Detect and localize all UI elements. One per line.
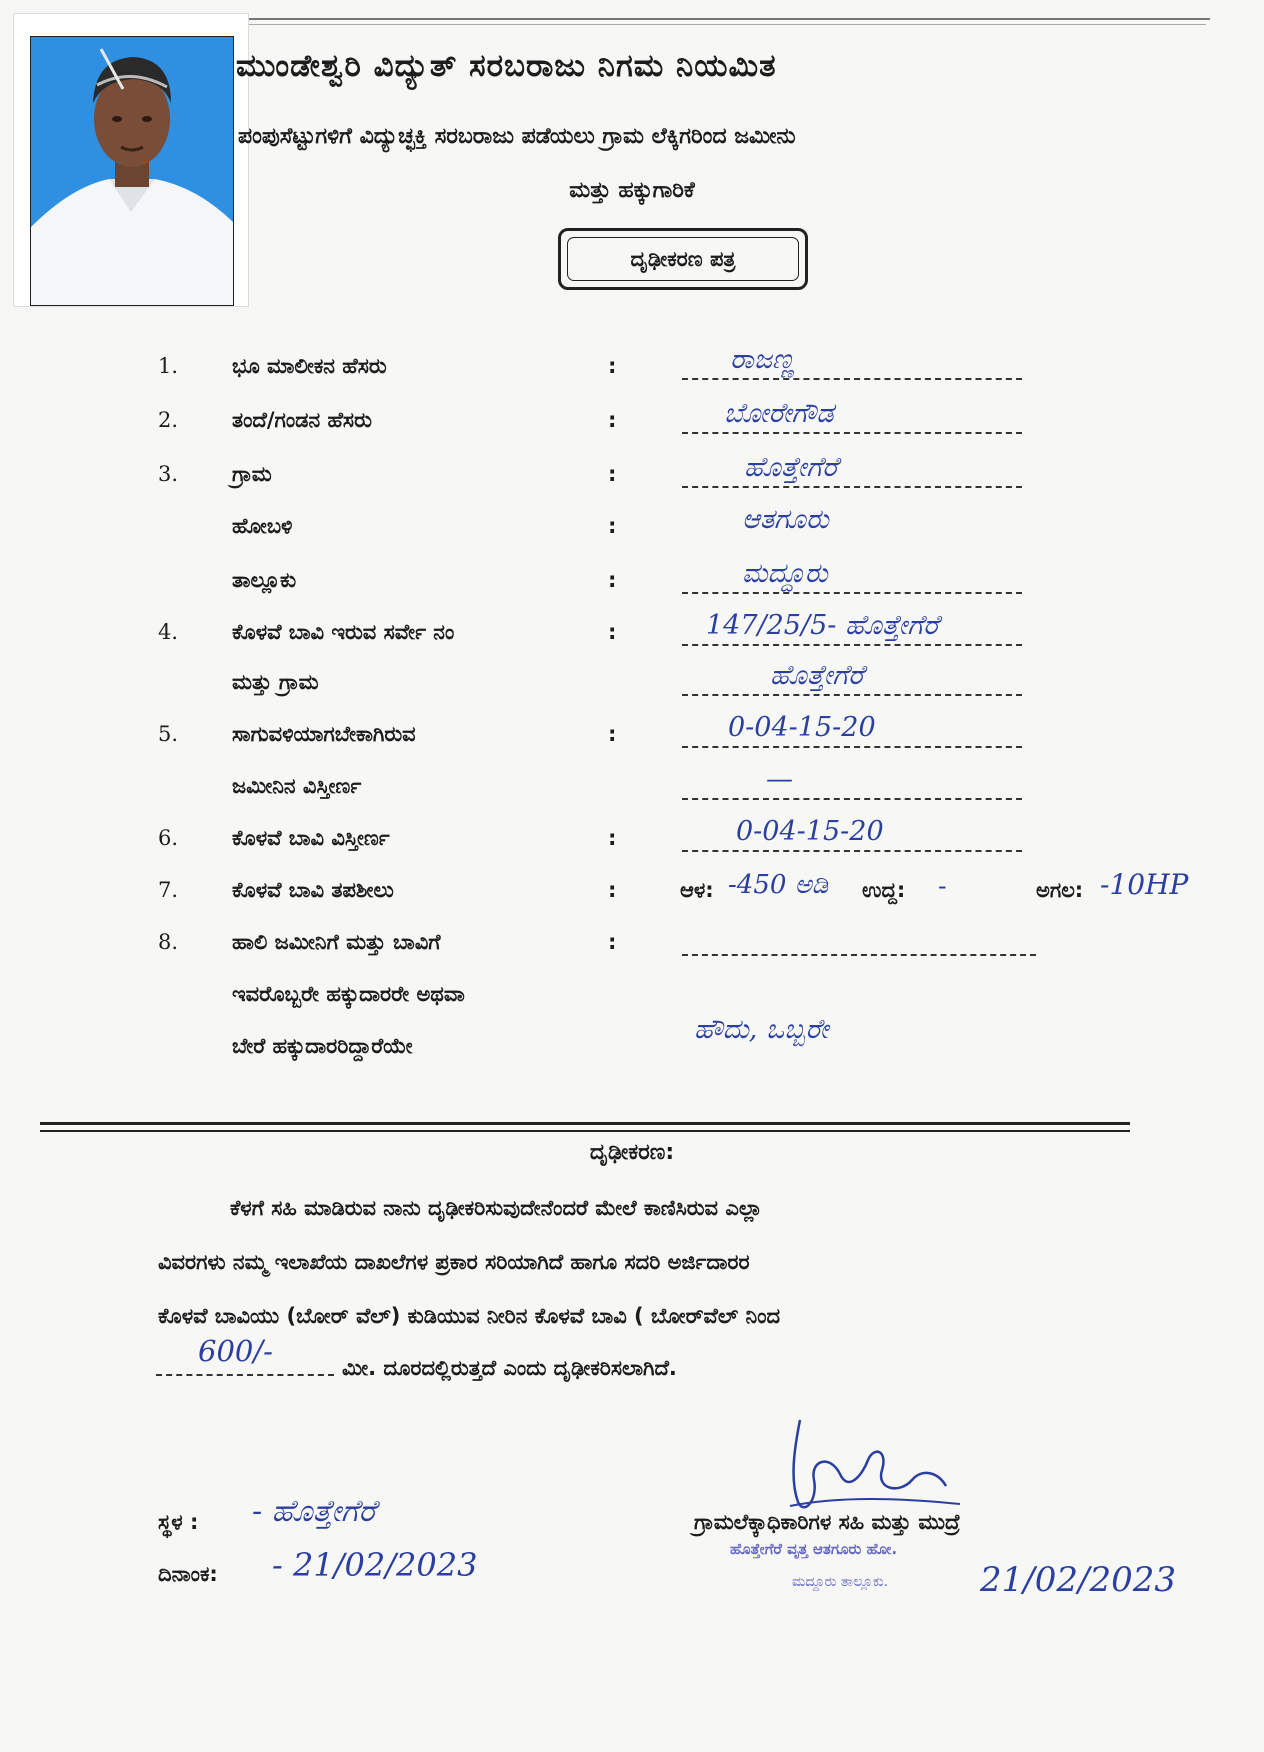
subtitle-line-2: ಮತ್ತು ಹಕ್ಕುಗಾರಿಕೆ [569, 178, 695, 203]
field-value: 0-04-15-20 [736, 816, 884, 847]
field-number: 5. [158, 722, 179, 746]
field-number: 2. [158, 408, 179, 432]
field-colon: : [608, 722, 617, 746]
depth-label: ಆಳ: [680, 878, 714, 902]
field-value: ಹೊತ್ತೇಗೆರೆ [744, 452, 838, 483]
length-value: - [938, 872, 947, 900]
field-colon: : [608, 408, 617, 432]
field-label: ತಾಲ್ಲೂಕು [232, 568, 297, 592]
field-number: 4. [158, 620, 179, 644]
field-row-ownership-line2 [0, 978, 1264, 1018]
field-row-survey-village [0, 660, 1264, 706]
field-label: ಹಾಲಿ ಜಮೀನಿಗೆ ಮತ್ತು ಬಾವಿಗೆ [232, 930, 441, 954]
field-colon: : [608, 620, 617, 644]
field-number: 3. [158, 462, 179, 486]
field-value: 0-04-15-20 [728, 712, 876, 743]
field-row-hobli [0, 504, 1264, 550]
declaration-line-1: ಕೆಳಗೆ ಸಹಿ ಮಾಡಿರುವ ನಾನು ದೃಢೀಕರಿಸುವುದೇನೆಂದರೆ ಮೇಲೆ ಕಾಣಿಸಿರುವ ಎಲ್ಲಾ [230, 1196, 763, 1220]
field-value: ಹೌದು, ಒಬ್ಬರೇ [694, 1014, 829, 1045]
field-row-owner-name [0, 344, 1264, 390]
declaration-title: ದೃಢೀಕರಣ: [589, 1140, 675, 1165]
field-colon: : [608, 930, 617, 954]
field-value: — [766, 764, 793, 795]
place-value: - ಹೊತ್ತೇಗೆರೆ [252, 1494, 376, 1529]
subtitle-line-1: ಪಂಪುಸೆಟ್ಟುಗಳಿಗೆ ವಿದ್ಯುಚ್ಛಕ್ತಿ ಸರಬರಾಜು ಪಡೆಯಲು ಗ್ರಾಮ ಲೆಕ್ಕಿಗರಿಂದ ಜಮೀನು [238, 124, 796, 149]
field-value: ಹೊತ್ತೇಗೆರೆ [770, 660, 864, 691]
signature-label: ಗ್ರಾಮಲೆಕ್ಕಾಧಿಕಾರಿಗಳ ಸಹಿ ಮತ್ತು ಮುದ್ರೆ [694, 1510, 961, 1534]
field-line [682, 432, 1022, 434]
field-row-borewell-extent [0, 816, 1264, 862]
field-value: ಬೋರೇಗೌಡ [724, 398, 834, 429]
section-divider [40, 1130, 1130, 1132]
date-value: - 21/02/2023 [272, 1546, 478, 1584]
field-number: 6. [158, 826, 179, 850]
field-row-father-name [0, 398, 1264, 444]
field-label: ಹೋಬಳಿ [232, 514, 293, 538]
field-line [682, 850, 1022, 852]
field-label: ತಂದೆ/ಗಂಡನ ಹೆಸರು [232, 408, 372, 432]
field-line [682, 592, 1022, 594]
field-row-taluk [0, 558, 1264, 604]
applicant-photo [30, 36, 234, 306]
field-value: 147/25/5- ಹೊತ್ತೇಗೆರೆ [706, 610, 939, 641]
declaration-line-4: ಮೀ. ದೂರದಲ್ಲಿರುತ್ತದೆ ಎಂದು ದೃಢೀಕರಿಸಲಾಗಿದೆ. [342, 1356, 677, 1380]
length-label: ಉದ್ದ: [862, 878, 906, 902]
distance-value: 600/- [198, 1334, 273, 1368]
person-photo-icon [31, 37, 233, 305]
place-label: ಸ್ಥಳ : [158, 1510, 199, 1534]
field-colon: : [608, 354, 617, 378]
field-row-ownership [0, 926, 1264, 966]
field-number: 1. [158, 354, 179, 378]
field-label: ಇವರೊಬ್ಬರೇ ಹಕ್ಕುದಾರರೇ ಅಥವಾ [232, 982, 465, 1006]
field-row-cultivation-area [0, 712, 1264, 758]
field-label: ಮತ್ತು ಗ್ರಾಮ [232, 670, 319, 694]
field-label: ಗ್ರಾಮ [232, 462, 272, 486]
certificate-title-box [558, 228, 808, 290]
declaration-line-3: ಕೊಳವೆ ಬಾವಿಯು (ಬೋರ್ ವೆಲ್) ಕುಡಿಯುವ ನೀರಿನ ಕೊಳವೆ ಬಾವಿ ( ಬೋರ್‌ವೆಲ್ ನಿಂದ [158, 1304, 781, 1328]
field-colon: : [608, 514, 617, 538]
field-label: ಜಮೀನಿನ ವಿಸ್ತೀರ್ಣ [232, 774, 362, 798]
distance-line [156, 1374, 334, 1376]
depth-value: -450 ಅಡಿ [728, 870, 829, 900]
field-value: ಮದ್ದೂರು [742, 558, 828, 589]
field-line [682, 954, 1036, 956]
declaration-line-2: ವಿವರಗಳು ನಮ್ಮ ಇಲಾಖೆಯ ದಾಖಲೆಗಳ ಪ್ರಕಾರ ಸರಿಯಾಗಿದೆ ಹಾಗೂ ಸದರಿ ಅರ್ಜಿದಾರರ [158, 1250, 750, 1274]
office-stamp-line-2: ಮದ್ದೂರು ತಾಲ್ಲೂಕು. [792, 1574, 889, 1590]
field-label: ಭೂ ಮಾಲೀಕನ ಹೆಸರು [232, 354, 387, 378]
field-line [682, 486, 1022, 488]
field-line [682, 378, 1022, 380]
field-row-land-extent [0, 764, 1264, 810]
officer-date-value: 21/02/2023 [980, 1560, 1176, 1600]
field-row-ownership-line3 [0, 1014, 1264, 1070]
field-number: 7. [158, 878, 179, 902]
scan-edge-line [230, 18, 1210, 20]
field-colon: : [608, 878, 617, 902]
officer-signature-icon [770, 1410, 970, 1520]
field-label: ಬೇರೆ ಹಕ್ಕುದಾರರಿದ್ದಾರೆಯೇ [232, 1034, 413, 1058]
field-label: ಕೊಳವೆ ಬಾವಿ ಇರುವ ಸರ್ವೇ ನಂ [232, 620, 455, 644]
field-value: ರಾಜಣ್ಣ [730, 344, 795, 375]
certificate-title: ದೃಢೀಕರಣ ಪತ್ರ [567, 237, 799, 281]
field-row-village [0, 452, 1264, 498]
section-divider [40, 1122, 1130, 1125]
scan-edge-line [236, 24, 1206, 25]
field-number: 8. [158, 930, 179, 954]
office-stamp-line-1: ಹೊತ್ತೇಗೆರೆ ವೃತ್ತ ಆತಗೂರು ಹೋ. [730, 1540, 898, 1558]
date-label: ದಿನಾಂಕ: [158, 1562, 218, 1586]
field-colon: : [608, 826, 617, 850]
corporation-title: ಮುಂಡೇಶ್ವರಿ ವಿದ್ಯುತ್ ಸರಬರಾಜು ನಿಗಮ ನಿಯಮಿತ [236, 48, 777, 84]
field-label: ಕೊಳವೆ ಬಾವಿ ತಪಶೀಲು [232, 878, 394, 902]
field-line [682, 694, 1022, 696]
field-label: ಕೊಳವೆ ಬಾವಿ ವಿಸ್ತೀರ್ಣ [232, 826, 390, 850]
field-line [682, 644, 1022, 646]
width-value: -10HP [1100, 868, 1189, 901]
field-value: ಆತಗೂರು [742, 504, 829, 535]
field-label: ಸಾಗುವಳಿಯಾಗಬೇಕಾಗಿರುವ [232, 722, 416, 746]
field-colon: : [608, 462, 617, 486]
applicant-photo-frame [14, 14, 248, 306]
field-colon: : [608, 568, 617, 592]
field-line [682, 746, 1022, 748]
field-row-survey-number [0, 610, 1264, 656]
field-line [682, 798, 1022, 800]
field-row-borewell-details [0, 868, 1264, 914]
width-label: ಅಗಲ: [1036, 878, 1084, 902]
